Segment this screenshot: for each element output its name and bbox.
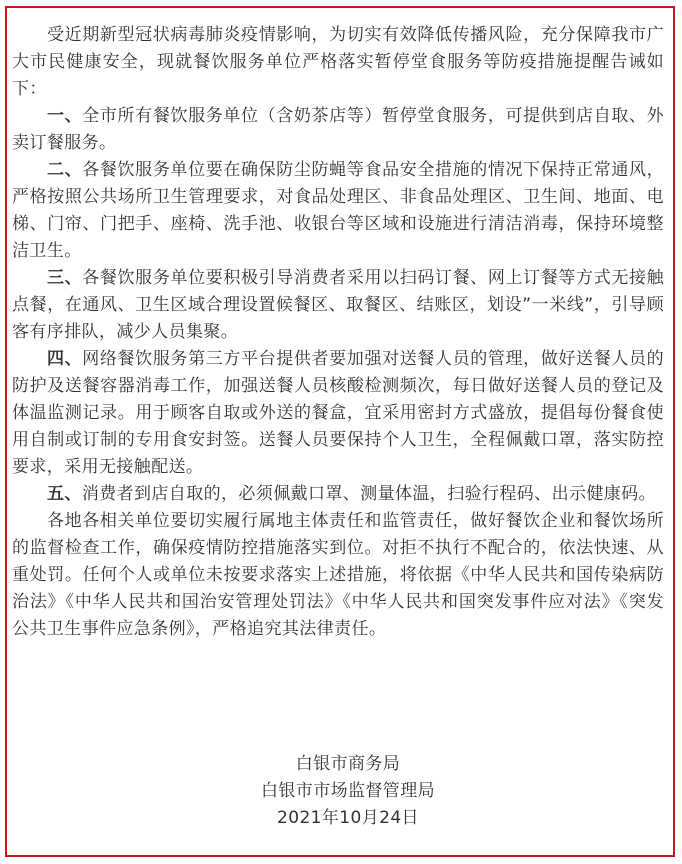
item-text: 消费者到店自取的，必须佩戴口罩、测量体温，扫验行程码、出示健康码。 (81, 484, 657, 504)
item-paragraph-1 (12, 103, 664, 157)
item-number: 二、 (47, 160, 83, 180)
signature-block (0, 751, 682, 832)
item-number: 四、 (47, 349, 83, 369)
closing-paragraph (12, 508, 664, 643)
intro-text: 受近期新型冠状病毒肺炎疫情影响，为切实有效降低传播风险，充分保障我市广大市民健康安全，现就餐饮服务单位严格落实暂停堂食服务等防疫措施提醒告诫如下： (12, 25, 664, 99)
signature-org-market-regulation: 白银市市场监督管理局 (261, 781, 435, 801)
item-paragraph-2 (12, 157, 664, 265)
item-number: 一、 (47, 106, 83, 126)
item-text: 各餐饮服务单位要在确保防尘防蝇等食品安全措施的情况下保持正常通风，严格按照公共场所卫生管理要求，对食品处理区、非食品处理区、卫生间、地面、电梯、门帘、门把手、座椅、洗手池、收银台等区域和设施进行清洁消毒，保持环境整洁卫生。 (12, 160, 664, 261)
notice-body (12, 22, 664, 643)
item-paragraph-4 (12, 346, 664, 481)
signature-date: 2021年10月24日 (277, 808, 419, 828)
item-paragraph-3 (12, 265, 664, 346)
item-paragraph-5 (12, 481, 664, 508)
item-text: 网络餐饮服务第三方平台提供者要加强对送餐人员的管理，做好送餐人员的防护及送餐容器消毒工作，加强送餐人员核酸检测频次，每日做好送餐人员的登记及体温监测记录。用于顾客自取或外送的餐盒，宜采用密封方式盛放，提倡每份餐食使用自制或订制的专用食安封签。送餐人员要保持个人卫生，全程佩戴口罩，落实防控要求，采用无接触配送。 (12, 349, 664, 477)
item-number: 五、 (47, 484, 82, 504)
item-text: 全市所有餐饮服务单位（含奶茶店等）暂停堂食服务，可提供到店自取、外卖订餐服务。 (12, 106, 664, 153)
signature-org-commerce: 白银市商务局 (295, 754, 401, 774)
item-number: 三、 (47, 268, 83, 288)
intro-paragraph (12, 22, 664, 103)
closing-text: 各地各相关单位要切实履行属地主体责任和监管责任，做好餐饮企业和餐饮场所的监督检查工作，确保疫情防控措施落实到位。对拒不执行不配合的，依法快速、从重处罚。任何个人或单位未按要求落实上述措施，将依据《中华人民共和国传染病防治法》《中华人民共和国治安管理处罚法》《中华人民共和国突发事件应对法》《突发公共卫生事件应急条例》，严格追究其法律责任。 (12, 511, 664, 639)
item-text: 各餐饮服务单位要积极引导消费者采用以扫码订餐、网上订餐等方式无接触点餐，在通风、卫生区域合理设置候餐区、取餐区、结账区，划设”一米线”，引导顾客有序排队，减少人员集聚。 (12, 268, 664, 342)
